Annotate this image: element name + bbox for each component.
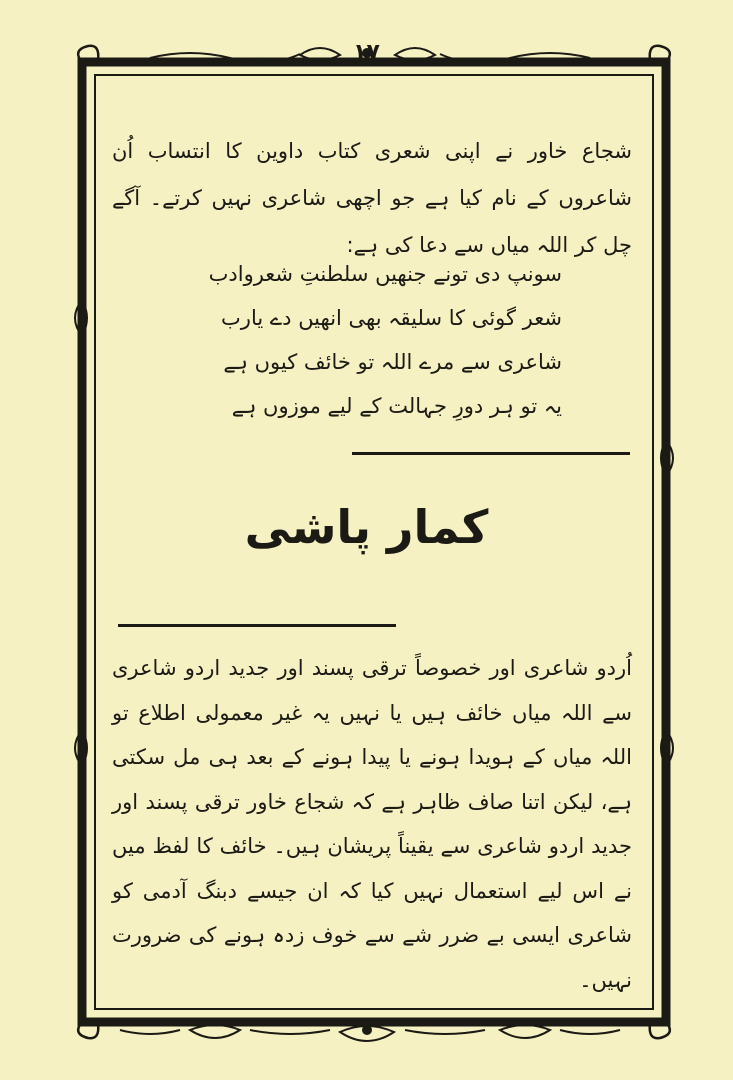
section-heading: کمار پاشی [244, 500, 489, 554]
verse-line: سونپ دی تونے جنھیں سلطنتِ شعروادب [208, 262, 562, 286]
verse-line: شاعری سے مرے اللہ تو خائف کیوں ہے [223, 350, 562, 374]
intro-text: شجاع خاور نے اپنی شعری کتاب داوین کا انتساب اُن شاعروں کے نام کیا ہے جو اچھی شاعری نہیں کرتے۔ آگے چل کر اللہ میاں سے دعا کی ہے: [112, 139, 632, 257]
page-number: ۱۷ [353, 40, 380, 65]
verse-line: یہ تو ہر دورِ جہالت کے لیے موزوں ہے [231, 394, 562, 418]
verse-line: شعر گوئی کا سلیقہ بھی انھیں دے یارب [221, 306, 562, 330]
body-text: اُردو شاعری اور خصوصاً ترقی پسند اور جدید اردو شاعری سے اللہ میاں خائف ہیں یا نہیں یہ غیر معمولی اطلاع تو اللہ میاں کے ہویدا ہونے یا پیدا ہونے کے بعد ہی مل سکتی ہے، لیکن اتنا صاف ظاہر ہے کہ شجاع خاور ترقی پسند اور جدید اردو شاعری سے یقیناً پریشان ہیں۔ خائف کا لفظ میں نے اس لیے استعمال نہیں کیا کہ ان جیسے دبنگ آدمی کو شاعری ایسی بے ضرر شے سے خوف زدہ ہونے کی ضرورت نہیں۔ [112, 656, 632, 992]
verse-block [208, 252, 562, 428]
intro-paragraph [112, 128, 632, 269]
body-paragraph [112, 646, 632, 1002]
divider-rule [118, 624, 396, 627]
divider-rule [352, 452, 630, 455]
